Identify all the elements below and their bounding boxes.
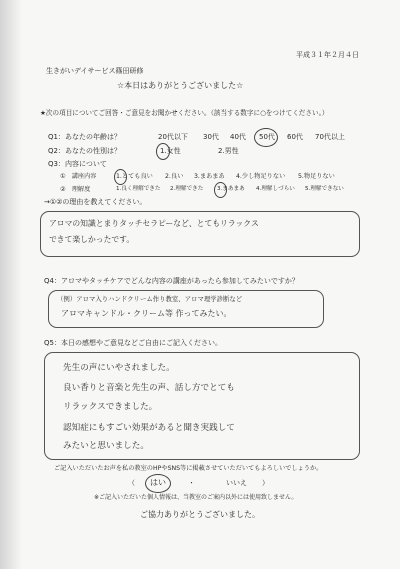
q1-option-40s: 40代 (230, 133, 246, 141)
q3-understanding-opt-5: 5.理解できない (305, 186, 344, 192)
q4-answer-box (48, 290, 324, 328)
q3-content-opt-2: 2.良い (165, 173, 184, 180)
q3-label: Q3：内容について (48, 160, 107, 168)
q5-label: Q5：本日の感想やご意見などご自由にご記入ください。 (44, 339, 222, 347)
q3-reason-box (40, 211, 360, 257)
survey-date: 平成３１年２月４日 (296, 51, 359, 59)
q1-option-20s: 20代以下 (158, 133, 188, 141)
organization-name: 生きがいデイサービス篠田研修 (46, 67, 144, 75)
q3-reason-line-1: アロマの知識とまりタッチセラピーなど、とてもリラックス (49, 219, 259, 228)
q3-understanding-opt-1: 1.良く理解できた (116, 186, 161, 192)
q3-content-opt-5: 5.物足りない (298, 173, 335, 180)
consent-open-paren: （ (128, 479, 135, 487)
q5-answer-line-4: 認知症にもすごい効果があると聞き実践して (63, 423, 235, 433)
instructions: ★次の項目についてご回答・ご意見をお聞かせください。（該当する数字に○をつけてください。） (40, 109, 329, 117)
q4-answer: アロマキャンドル・クリーム等 作ってみたい。 (61, 309, 232, 318)
survey-title: ☆本日はありがとうございました☆ (117, 81, 244, 90)
q5-answer-line-1: 先生の声にいやされました。 (63, 363, 175, 373)
q4-label: Q4：アロマやタッチケアでどんな内容の講座があったら参加してみたいですか？ (44, 277, 299, 285)
q1-option-30s: 30代 (203, 133, 219, 141)
consent-no: いいえ (226, 479, 247, 487)
q3-understanding-opt-2: 2.理解できた (170, 186, 204, 192)
consent-close-paren: ） (262, 479, 269, 487)
q5-answer-line-5: みたいと思いました。 (63, 441, 149, 451)
q5-answer-line-3: リラックスできました。 (63, 402, 158, 412)
q5-answer-line-2: 良い香りと音楽と先生の声、話し方でとても (63, 383, 235, 393)
consent-question: ご記入いただいたお声を私の教室のHPやSNS等に掲載させていただいてもよろしいでしょうか。 (54, 465, 323, 472)
consent-yes-circle (145, 474, 171, 493)
q3-content-label: ① 講座内容 (60, 173, 97, 180)
q1-selection-circle (254, 128, 278, 147)
footer-thanks: ご協力ありがとうございました。 (140, 510, 260, 519)
q3-content-opt-3: 3.まあまあ (194, 173, 225, 180)
q5-answer-box (44, 352, 360, 460)
q3-understanding-label: ② 理解度 (60, 186, 91, 193)
consent-yes: はい (150, 478, 166, 487)
page-edge-shadow (0, 0, 22, 569)
q3-reason-prompt: →①②の理由を教えてください。 (44, 198, 147, 206)
q3-content-opt-1: 1.とても良い (116, 173, 153, 180)
q2-label: Q2：あなたの性別は？ (48, 147, 121, 155)
q2-option-male: 2.男性 (218, 147, 239, 155)
q2-selection-circle (156, 143, 170, 160)
q3-understanding-opt-3: 3.まあまあ (217, 186, 245, 192)
q3-reason-line-2: できて楽しかったです。 (49, 235, 135, 244)
q1-option-70s-plus: 70代以上 (315, 133, 345, 141)
q4-example: （例）アロマ入りハンドクリーム作り教室、アロマ理学診断など (57, 295, 243, 303)
q1-option-60s: 60代 (287, 133, 303, 141)
q3-content-selection-circle (114, 169, 127, 185)
consent-separator: ・ (188, 479, 195, 487)
q3-content-opt-4: 4.少し物足りない (236, 173, 286, 180)
q3-understanding-opt-4: 4.理解しづらい (256, 186, 295, 192)
q3-understanding-selection-circle (214, 182, 227, 198)
privacy-note: ※ご記入いただいた個人情報は、当教室のご案内以外には使用致しません。 (94, 494, 298, 501)
q1-label: Q1：あなたの年齢は？ (48, 133, 121, 141)
q2-option-female: 1.女性 (160, 147, 181, 155)
q1-option-50s: 50代 (259, 133, 275, 141)
